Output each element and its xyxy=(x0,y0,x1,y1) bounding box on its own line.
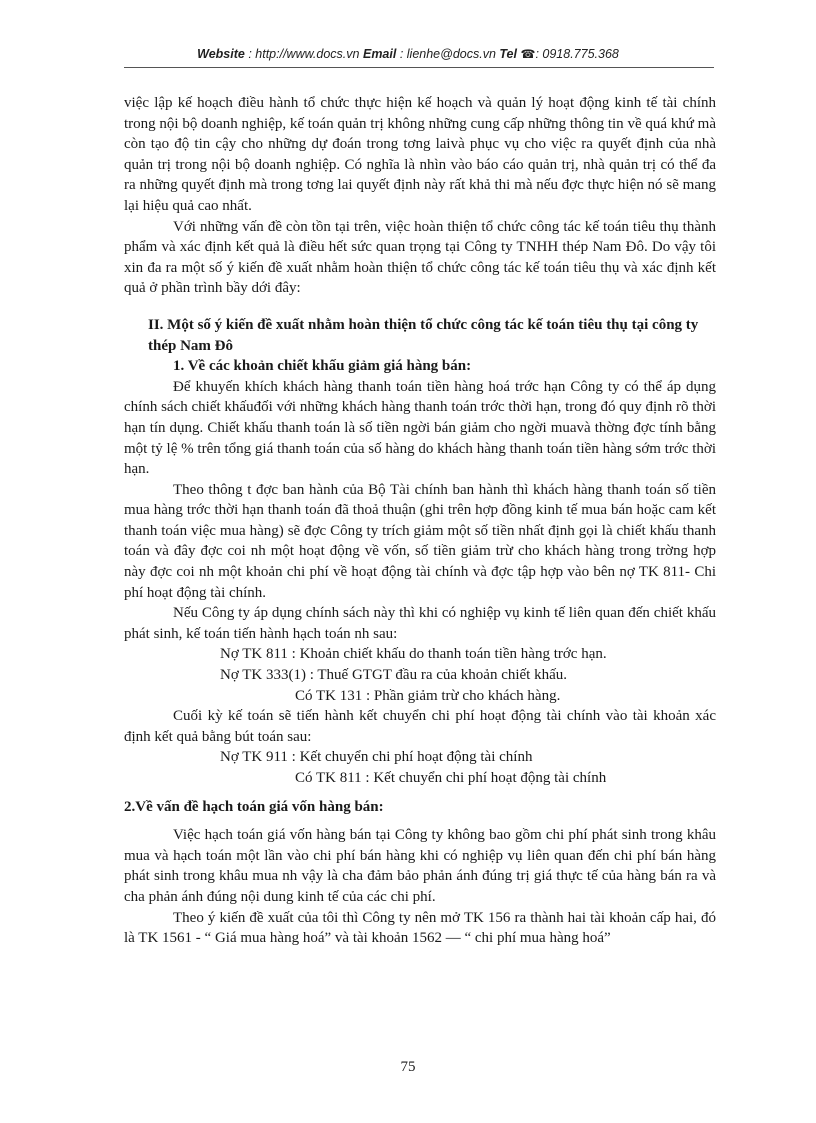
paragraph-7: Việc hạch toán giá vốn hàng bán tại Công ty không bao gồm chi phí phát sinh trong khâu mua và hạch toán một lần vào chi phí bán hàng khi có nghiệp vụ liên quan đến chi phí bán hàng phát sinh trong khâu mua nh vậy là cha đảm bảo phản ánh đúng trị giá thực tế của hàng bán ra và cha phản ánh đúng nội dung kinh tế của các chi phí. xyxy=(124,827,716,905)
document-body xyxy=(124,93,716,949)
header-divider xyxy=(124,67,714,68)
tel-label: Tel xyxy=(499,47,517,61)
journal-entry-debit-811: Nợ TK 811 : Khoản chiết khấu do thanh toán tiền hàng trớc hạn. xyxy=(220,646,607,663)
page-header xyxy=(0,47,816,61)
paragraph-5: Nếu Công ty áp dụng chính sách này thì khi có nghiệp vụ kinh tế liên quan đến chiết khấu phát sinh, kế toán tiến hành hạch toán nh sau: xyxy=(124,605,716,642)
website-value: : http://www.docs.vn xyxy=(248,47,360,61)
tel-value: : 0918.775.368 xyxy=(535,47,619,61)
paragraph-2: Với những vấn đề còn tồn tại trên, việc hoàn thiện tổ chức công tác kế toán tiêu thụ thành phẩm và xác định kết quả là điều hết sức quan trọng tại Công ty TNHH thép Nam Đô. Do vậy tôi xin đa ra một số ý kiến đề xuất nhằm hoàn thiện tổ chức công tác kế toán tiêu thụ và xác định kết quả ở phần trình bầy dới đây: xyxy=(124,218,716,297)
website-label: Website xyxy=(197,47,245,61)
paragraph-3: Để khuyến khích khách hàng thanh toán tiền hàng hoá trớc hạn Công ty có thể áp dụng chính sách chiết khấuđối với những khách hàng thanh toán trớc thời hạn, trong đó quy định rõ thời hạn tín dụng. Chiết khấu thanh toán là số tiền ngời bán giảm cho ngời muavà thờng đợc tính bằng một tỷ lệ % trên tổng giá thanh toán của số hàng do khách hàng thanh toán tiền hàng sớm trớc thời hạn. xyxy=(124,378,716,478)
phone-icon: ☎ xyxy=(520,47,536,61)
paragraph-4: Theo thông t đợc ban hành của Bộ Tài chính ban hành thì khách hàng thanh toán số tiền mua hàng trớc thời hạn thanh toán đã thoả thuận (ghi trên hợp đồng kinh tế mua bán hoặc cam kết thanh toán việc mua hàng) sẽ đợc Công ty trích giảm một số tiền nhất định gọi là chiết khấu thanh toán và đây đợc coi nh một hoạt động về vốn, số tiền giảm trừ cho khách hàng trong trờng hợp này đợc coi nh một khoản chi phí về hoạt động tài chính và đợc tập hợp vào bên nợ TK 811- Chi phí hoạt động tài chính. xyxy=(124,481,716,601)
subsection-heading-2: 2.Về vấn đề hạch toán giá vốn hàng bán: xyxy=(124,798,384,815)
paragraph-1: việc lập kế hoạch điều hành tổ chức thực hiện kế hoạch và quản lý hoạt động kinh tế tài chính trong nội bộ doanh nghiệp, kế toán quản trị không những cung cấp những thông tin về quá khứ mà còn tạo độ tin cậy cho những dự đoán trong tơng laivà phục vụ cho việc ra quyết định của nhà quản trị trong nội bộ doanh nghiệp. Có nghĩa là nhìn vào báo cáo quản trị, nhà quản trị có thể đa ra những quyết định mà trong tơng lai quyết định này rất khả thi mà nếu đợc thực hiện nó sẽ mang lại hiệu quả cao nhất. xyxy=(124,95,716,214)
subsection-heading-1: 1. Về các khoản chiết khấu giảm giá hàng bán: xyxy=(173,358,472,375)
paragraph-6: Cuối kỳ kế toán sẽ tiến hành kết chuyển chi phí hoạt động tài chính vào tài khoản xác định kết quả bằng bút toán sau: xyxy=(124,708,716,745)
journal-entry-debit-333: Nợ TK 333(1) : Thuế GTGT đầu ra của khoản chiết khấu. xyxy=(220,667,568,684)
journal-entry-debit-911: Nợ TK 911 : Kết chuyển chi phí hoạt động tài chính xyxy=(220,749,533,766)
paragraph-8: Theo ý kiến đề xuất của tôi thì Công ty nên mở TK 156 ra thành hai tài khoản cấp hai, đó là TK 1561 - “ Giá mua hàng hoá” và tài khoản 1562 — “ chi phí mua hàng hoá” xyxy=(124,909,716,947)
email-label: Email xyxy=(362,47,397,61)
email-value: : lienhe@docs.vn xyxy=(399,47,496,61)
journal-entry-credit-131: Có TK 131 : Phần giảm trừ cho khách hàng. xyxy=(295,687,561,704)
page-number: 75 xyxy=(400,1059,416,1075)
section-heading-ii: II. Một số ý kiến đề xuất nhằm hoàn thiện tổ chức công tác kế toán tiêu thụ tại công ty thép Nam Đô xyxy=(148,316,699,354)
journal-entry-credit-811: Có TK 811 : Kết chuyển chi phí hoạt động tài chính xyxy=(295,770,607,786)
